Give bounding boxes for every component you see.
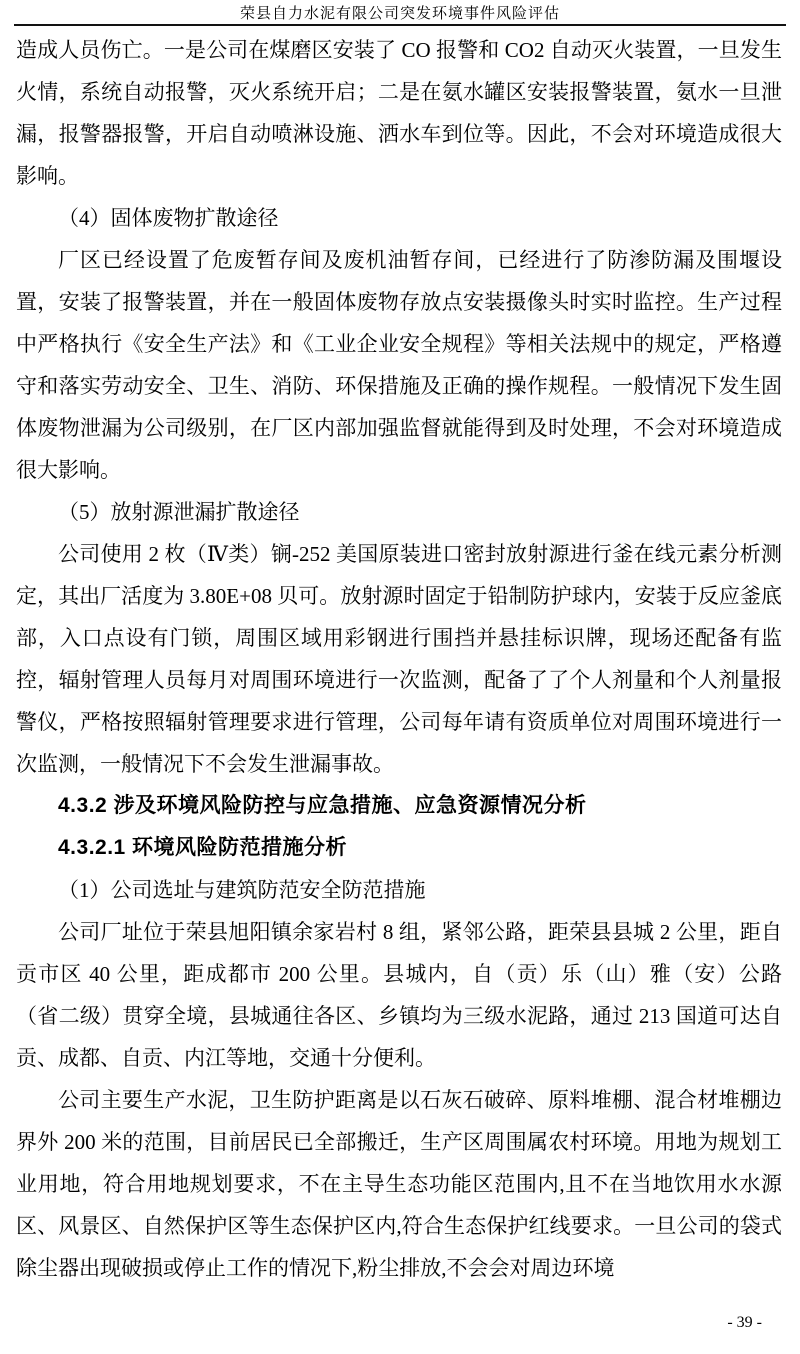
document-content [16,29,782,1289]
header-rule [14,24,786,26]
section-heading: 4.3.2.1 环境风险防范措施分析 [58,836,348,859]
paragraph: 造成人员伤亡。一是公司在煤磨区安装了 CO 报警和 CO2 自动灭火装置，一旦发生火情，系统自动报警，灭火系统开启；二是在氨水罐区安装报警装置，氨水一旦泄漏，报警器报警，开启自动喷淋设施、洒水车到位等。因此，不会对环境造成很大影响。 [16,38,782,188]
running-header-title: 荣县自力水泥有限公司突发环境事件风险评估 [239,6,560,22]
paragraph: （5）放射源泄漏扩散途径 [58,500,300,524]
section-heading: 4.3.2 涉及环境风险防控与应急措施、应急资源情况分析 [58,794,587,817]
paragraph: （1）公司选址与建筑防范安全防范措施 [58,878,426,902]
paragraph: 厂区已经设置了危废暂存间及废机油暂存间，已经进行了防渗防漏及围堰设置，安装了报警装置，并在一般固体废物存放点安装摄像头时实时监控。生产过程中严格执行《安全生产法》和《工业企业安全规程》等相关法规中的规定，严格遵守和落实劳动安全、卫生、消防、环保措施及正确的操作规程。一般情况下发生固体废物泄漏为公司级别，在厂区内部加强监督就能得到及时处理，不会对环境造成很大影响。 [16,248,782,482]
page-header [0,0,800,26]
paragraph: 公司使用 2 枚（Ⅳ类）锎-252 美国原装进口密封放射源进行釜在线元素分析测定，其出厂活度为 3.80E+08 贝可。放射源时固定于铅制防护球内，安装于反应釜底部，入口点设有门锁，周围区域用彩钢进行围挡并悬挂标识牌，现场还配备有监控，辐射管理人员每月对周围环境进行一次监测，配备了了个人剂量和个人剂量报警仪，严格按照辐射管理要求进行管理，公司每年请有资质单位对周围环境进行一次监测，一般情况下不会发生泄漏事故。 [16,542,782,776]
paragraph: 公司厂址位于荣县旭阳镇余家岩村 8 组，紧邻公路，距荣县县城 2 公里，距自贡市区 40 公里，距成都市 200 公里。县城内，自（贡）乐（山）雅（安）公路（省二级）贯穿全境，县城通往各区、乡镇均为三级水泥路，通过 213 国道可达自贡、成都、自贡、内江等地，交通十分便利。 [16,920,782,1070]
paragraph: （4）固体废物扩散途径 [58,206,279,230]
page-number: - 39 - [727,1314,762,1331]
paragraph: 公司主要生产水泥，卫生防护距离是以石灰石破碎、原料堆棚、混合材堆棚边界外 200 米的范围，目前居民已全部搬迁，生产区周围属农村环境。用地为规划工业用地，符合用地规划要求，不在主导生态功能区范围内,且不在当地饮用水水源区、风景区、自然保护区等生态保护区内,符合生态保护红线要求。一旦公司的袋式除尘器出现破损或停止工作的情况下,粉尘排放,不会会对周边环境 [16,1088,782,1280]
